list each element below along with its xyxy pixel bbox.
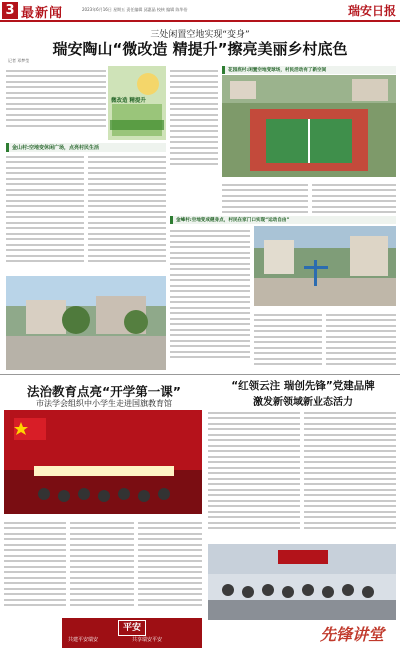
caption-jinfeng: 金峰村:空地变成健身点，村民在家门口实现“运动自由” <box>170 216 396 224</box>
lead-kicker: 三处闲置空地实现“变身” <box>150 30 250 40</box>
lead-body-col2 <box>6 152 84 274</box>
corner-stamp-text: 先锋讲堂 <box>320 625 385 644</box>
lead-body-col8 <box>254 310 322 370</box>
section-divider <box>0 374 400 375</box>
story-two-subhead: 市法学会组织中小学生走进国旗教育馆 <box>36 399 172 408</box>
lead-byline: 记者 邓梦莹 <box>8 58 30 63</box>
lead-body-col1 <box>6 66 106 136</box>
masthead-meta: 2023年6月16日 星期五 责任编辑 邱惠晶 校核 编辑 陈华俗 <box>82 7 188 12</box>
lead-body-col7 <box>170 226 250 370</box>
story-three-headline-1: “红领云注 瑞创先锋”党建品牌 <box>231 380 375 392</box>
story-two-col2 <box>70 518 134 614</box>
jinshan-square-photo <box>6 276 166 370</box>
story-two-col3 <box>138 518 202 614</box>
party-group-photo <box>208 544 396 620</box>
huayuandi-court-photo <box>222 75 396 177</box>
story-three-headline-2: 激发新领域新业态活力 <box>253 397 353 408</box>
lead-badge-text: 微改造 精提升 <box>111 98 146 104</box>
lead-headline: 瑞安陶山“微改造 精提升”擦亮美丽乡村底色 <box>52 40 348 58</box>
ad-left-slogan: 共建平安瑞安 <box>68 637 99 643</box>
paper-logo: 瑞安日报 <box>347 4 396 18</box>
lead-badge-photo <box>108 66 166 140</box>
section-title: 最新闻 <box>21 6 64 21</box>
lead-body-col9 <box>326 310 396 370</box>
safety-ad-banner <box>62 618 202 648</box>
ad-mark: 平安 <box>118 620 146 636</box>
story-two-headline: 法治教育点亮“开学第一课” <box>27 384 181 399</box>
lead-body-col4 <box>170 66 218 178</box>
page-number: 3 <box>2 2 18 19</box>
caption-huayuandi: 花园底村:闲置空地变球场，村民活动有了新空间 <box>222 66 396 74</box>
lead-body-col3 <box>88 152 166 274</box>
lead-body-col6 <box>312 180 396 214</box>
flag-hall-photo <box>4 410 202 514</box>
story-three-col2 <box>304 408 396 542</box>
caption-jinshan: 金山村:空地变休闲广场，点亮村民生活 <box>6 143 166 152</box>
story-three-col1 <box>208 408 300 542</box>
jinfeng-fitness-photo <box>254 226 396 306</box>
ad-right-slogan: 共享瑞安平安 <box>132 637 163 643</box>
masthead <box>0 0 400 22</box>
story-two-col1 <box>4 518 66 614</box>
lead-body-col5 <box>222 180 308 214</box>
